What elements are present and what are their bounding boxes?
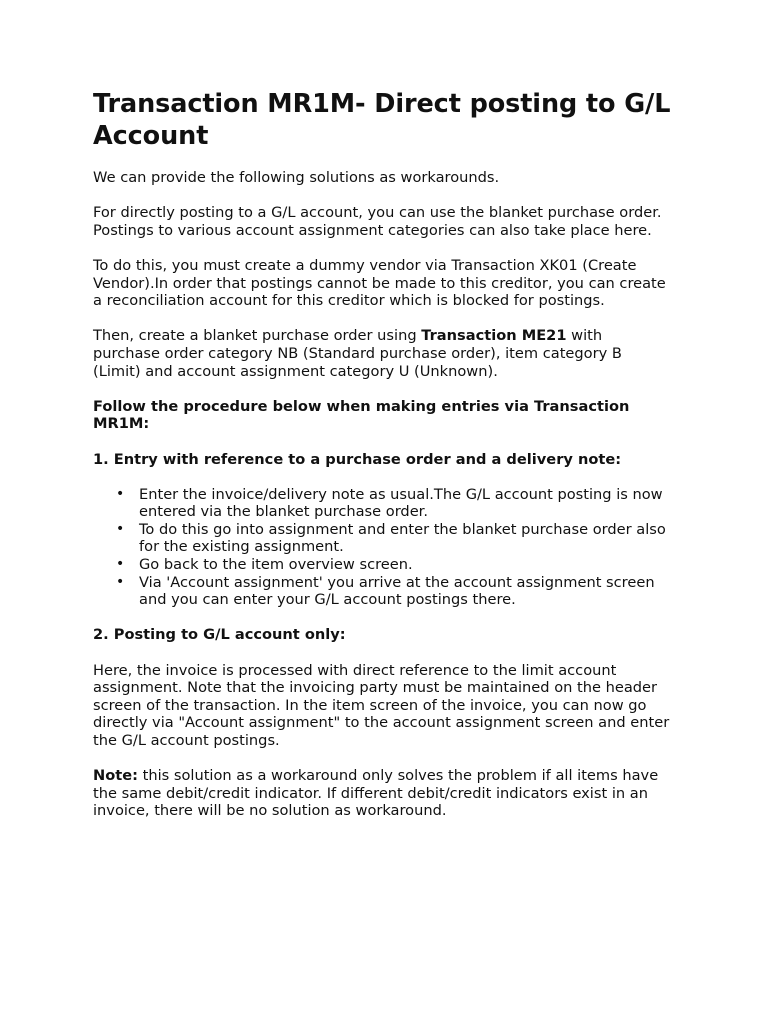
bullet-icon: • xyxy=(116,573,125,590)
me21-transaction-bold: Transaction ME21 xyxy=(421,327,567,345)
note-paragraph xyxy=(93,767,672,820)
bullet-icon: • xyxy=(116,556,125,573)
section2-heading: 2. Posting to G/L account only: xyxy=(93,626,346,644)
list-item-text: Enter the invoice/delivery note as usual.The G/L account posting is now entered via the blanket purchase order. xyxy=(139,485,663,521)
list-item-text: Go back to the item overview screen. xyxy=(139,556,413,574)
list-item-text: Via 'Account assignment' you arrive at the account assignment screen and you can enter your G/L account postings there. xyxy=(139,573,655,609)
intro-paragraph: We can provide the following solutions as workarounds. xyxy=(93,169,500,186)
note-label: Note: xyxy=(93,767,138,785)
list-item-text: To do this go into assignment and enter the blanket purchase order also for the existing assignment. xyxy=(139,520,666,556)
blanket-po-paragraph: For directly posting to a G/L account, you can use the blanket purchase order. Postings to various account assignment categories can also take place here. xyxy=(93,204,662,239)
page-title: Transaction MR1M- Direct posting to G/L Account xyxy=(93,89,671,151)
note-text: this solution as a workaround only solves the problem if all items have the same debit/credit indicator. If different debit/credit indicators exist in an invoice, there will be no solution as workaround. xyxy=(93,767,659,820)
me21-text-before: Then, create a blanket purchase order using xyxy=(93,327,422,345)
section1-heading: 1. Entry with reference to a purchase order and a delivery note: xyxy=(93,450,622,468)
section1-list xyxy=(93,486,672,609)
me21-paragraph xyxy=(93,327,672,380)
list-item xyxy=(116,520,672,556)
procedure-heading: Follow the procedure below when making entries via Transaction MR1M: xyxy=(93,397,630,433)
bullet-icon: • xyxy=(116,485,125,502)
list-item xyxy=(116,573,672,609)
me21-text-after: with purchase order category NB (Standard purchase order), item category B (Limit) and account assignment category U (Unknown). xyxy=(93,327,622,380)
list-item xyxy=(116,556,672,574)
dummy-vendor-paragraph: To do this, you must create a dummy vendor via Transaction XK01 (Create Vendor).In order that postings cannot be made to this creditor, you can create a reconciliation account for this creditor which is blocked for postings. xyxy=(93,256,666,310)
section2-body: Here, the invoice is processed with direct reference to the limit account assignment. Note that the invoicing party must be maintained on the header screen of the transaction. In the item screen of the invoice, you can now go directly via "Account assignment" to the account assignment screen and enter the G/L account postings. xyxy=(93,661,670,749)
bullet-icon: • xyxy=(116,520,125,537)
list-item xyxy=(116,485,672,521)
